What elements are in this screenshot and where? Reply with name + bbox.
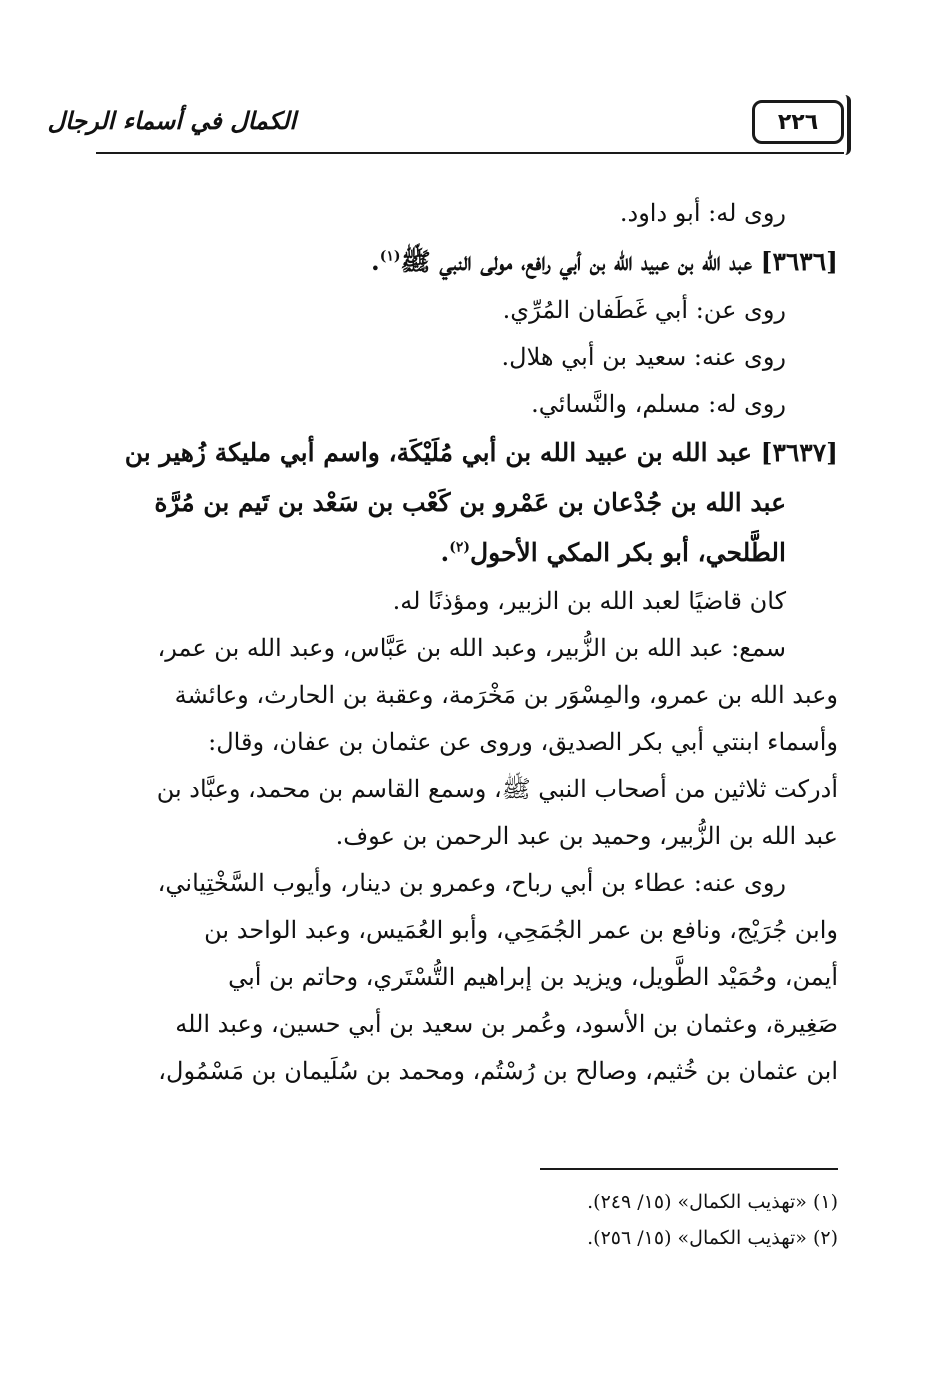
- footnote-item: (١) «تهذيب الكمال» (١٥/ ٢٤٩).: [587, 1191, 838, 1213]
- footnote-ref[interactable]: (١): [379, 248, 401, 265]
- footnote-item: (٢) «تهذيب الكمال» (١٥/ ٢٥٦).: [587, 1227, 838, 1249]
- line-text: وابن جُرَيْج، ونافع بن عمر الجُمَحِي، وأبو العُمَيس، وعبد الواحد بن: [204, 916, 838, 944]
- line-text: روى له: مسلم، والنَّسائي.: [531, 390, 786, 418]
- line-text: [٣٦٣٧] عبد الله بن عبيد الله بن أبي مُلَيْكَة، واسم أبي مليكة زُهير بن: [124, 438, 838, 467]
- paragraph-start-line: [96, 860, 838, 907]
- line-text: [٣٦٣٦] عبد الله بن عبيد الله بن أبي رافع، مولى النبي ﷺ: [400, 247, 838, 276]
- paragraph-start-line: [96, 578, 838, 625]
- line-text: عبد الله بن الزُّبير، وحميد بن عبد الرحمن بن عوف.: [335, 822, 838, 850]
- paragraph-start-line: [96, 625, 838, 672]
- entry-heading-continuation: [96, 528, 838, 578]
- entry-heading-line: [96, 428, 838, 478]
- line-text: كان قاضيًا لعبد الله بن الزبير، ومؤذنًا له.: [392, 587, 786, 615]
- main-text: [96, 190, 838, 1095]
- line-text: سمع: عبد الله بن الزُّبير، وعبد الله بن عَبَّاس، وعبد الله بن عمر،: [157, 634, 786, 662]
- line-text: روى عن: أبي غَطَفان المُرِّي.: [502, 296, 786, 324]
- footnote-ref[interactable]: (٢): [449, 539, 471, 556]
- line-text: روى عنه: سعيد بن أبي هلال.: [501, 343, 786, 371]
- text-line: [96, 954, 838, 1001]
- paragraph-start-line: [96, 287, 838, 334]
- footnote-separator: [540, 1168, 838, 1170]
- line-text: أيمن، وحُمَيْد الطَّويل، ويزيد بن إبراهيم التُّسْتَري، وحاتم بن أبي: [228, 963, 838, 991]
- page-number: ٢٢٦: [752, 100, 844, 144]
- header-rule: [96, 152, 844, 154]
- text-line: [96, 1048, 838, 1095]
- entry-heading-line: [96, 237, 838, 287]
- line-text: ابن عثمان بن خُثيم، وصالح بن رُسْتُم، ومحمد بن سُلَيمان بن مَسْمُول،: [158, 1057, 838, 1085]
- text-line: [96, 1001, 838, 1048]
- entry-heading-continuation: [96, 478, 838, 528]
- line-text: عبد الله بن جُدْعان بن عَمْرو بن كَعْب بن سَعْد بن تَيم بن مُرَّة: [154, 488, 786, 517]
- paragraph-start-line: [96, 334, 838, 381]
- text-line: [96, 766, 838, 813]
- page-header: [47, 92, 844, 154]
- running-title: الكمال في أسماء الرجال: [47, 106, 296, 135]
- line-end-punct: .: [440, 538, 450, 567]
- line-text: روى له: أبو داود.: [619, 199, 786, 227]
- line-text: صَغِيرة، وعثمان بن الأسود، وعُمر بن سعيد بن أبي حسين، وعبد الله: [175, 1010, 838, 1038]
- footnotes: [96, 1184, 838, 1256]
- text-line: [96, 813, 838, 860]
- paragraph-start-line: [96, 190, 838, 237]
- line-text: وأسماء ابنتي أبي بكر الصديق، وروى عن عثمان بن عفان، وقال:: [208, 728, 838, 756]
- line-end-punct: .: [370, 247, 380, 276]
- text-line: [96, 907, 838, 954]
- text-line: [96, 672, 838, 719]
- line-text: أدركت ثلاثين من أصحاب النبي ﷺ، وسمع القاسم بن محمد، وعبَّاد بن: [156, 775, 838, 803]
- line-text: وعبد الله بن عمرو، والمِسْوَر بن مَخْرَمة، وعقبة بن الحارث، وعائشة: [174, 681, 838, 709]
- text-line: [96, 719, 838, 766]
- line-text: الطَّلحي، أبو بكر المكي الأحول: [470, 538, 786, 567]
- paragraph-start-line: [96, 381, 838, 428]
- line-text: روى عنه: عطاء بن أبي رباح، وعمرو بن دينار، وأيوب السَّخْتِياني،: [157, 869, 786, 897]
